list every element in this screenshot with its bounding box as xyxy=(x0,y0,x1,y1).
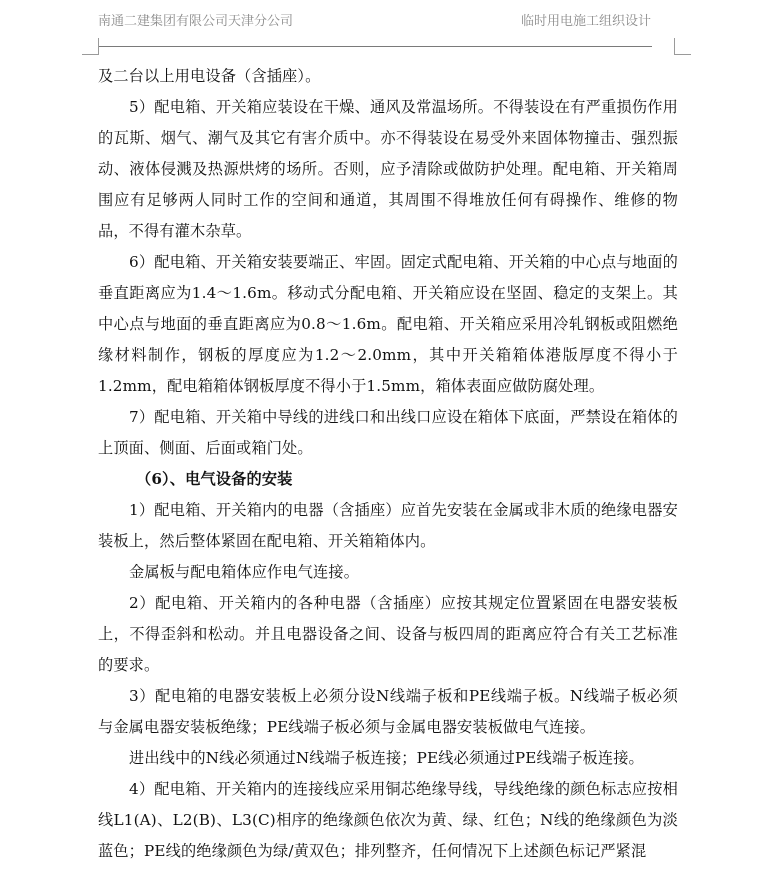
paragraph-terminal-connection: 进出线中的N线必须通过N线端子板连接；PE线必须通过PE线端子板连接。 xyxy=(129,749,644,767)
paragraph-continuation: 及二台以上用电设备（含插座）。 xyxy=(98,67,321,85)
header-divider xyxy=(98,46,652,47)
document-body xyxy=(98,61,678,867)
paragraph-item-7: 7）配电箱、开关箱中导线的进线口和出线口应设在箱体下底面，严禁设在箱体的上顶面、侧面、后面或箱门处。 xyxy=(98,408,678,457)
crop-mark-top-left xyxy=(82,38,99,55)
crop-mark-top-right xyxy=(674,38,691,55)
header-document-title: 临时用电施工组织设计 xyxy=(520,14,651,29)
header-company-name: 南通二建集团有限公司天津分公司 xyxy=(98,14,294,29)
section-heading: （6）、电气设备的安装 xyxy=(136,470,293,488)
paragraph-metal-plate: 金属板与配电箱体应作电气连接。 xyxy=(129,563,360,581)
paragraph-item-5: 5）配电箱、开关箱应装设在干燥、通风及常温场所。不得装设在有严重损伤作用的瓦斯、烟气、潮气及其它有害介质中。亦不得装设在易受外来固体物撞击、强烈振动、液体侵溅及热源烘烤的场所。否则，应予清除或做防护处理。配电箱、开关箱周围应有足够两人同时工作的空间和通道，其周围不得堆放任何有碍操作、维修的物品，不得有灌木杂草。 xyxy=(98,98,678,240)
paragraph-install-3: 3）配电箱的电器安装板上必须分设N线端子板和PE线端子板。N线端子板必须与金属电器安装板绝缘；PE线端子板必须与金属电器安装板做电气连接。 xyxy=(98,687,678,736)
paragraph-install-4: 4）配电箱、开关箱内的连接线应采用铜芯绝缘导线，导线绝缘的颜色标志应按相线L1(A)、L2(B)、L3(C)相序的绝缘颜色依次为黄、绿、红色；N线的绝缘颜色为淡蓝色；PE线的绝缘颜色为绿/黄双色；排列整齐，任何情况下上述颜色标记严紧混 xyxy=(98,780,678,860)
paragraph-install-2: 2）配电箱、开关箱内的各种电器（含插座）应按其规定位置紧固在电器安装板上，不得歪斜和松动。并且电器设备之间、设备与板四周的距离应符合有关工艺标准的要求。 xyxy=(98,594,678,674)
paragraph-install-1: 1）配电箱、开关箱内的电器（含插座）应首先安装在金属或非木质的绝缘电器安装板上，然后整体紧固在配电箱、开关箱箱体内。 xyxy=(98,501,678,550)
paragraph-item-6: 6）配电箱、开关箱安装要端正、牢固。固定式配电箱、开关箱的中心点与地面的垂直距离应为1.4～1.6m。移动式分配电箱、开关箱应设在坚固、稳定的支架上。其中心点与地面的垂直距离应为0.8～1.6m。配电箱、开关箱应采用冷轧钢板或阻燃绝缘材料制作，钢板的厚度应为1.2～2.0mm，其中开关箱箱体港版厚度不得小于1.2mm，配电箱箱体钢板厚度不得小于1.5mm，箱体表面应做防腐处理。 xyxy=(98,253,678,395)
